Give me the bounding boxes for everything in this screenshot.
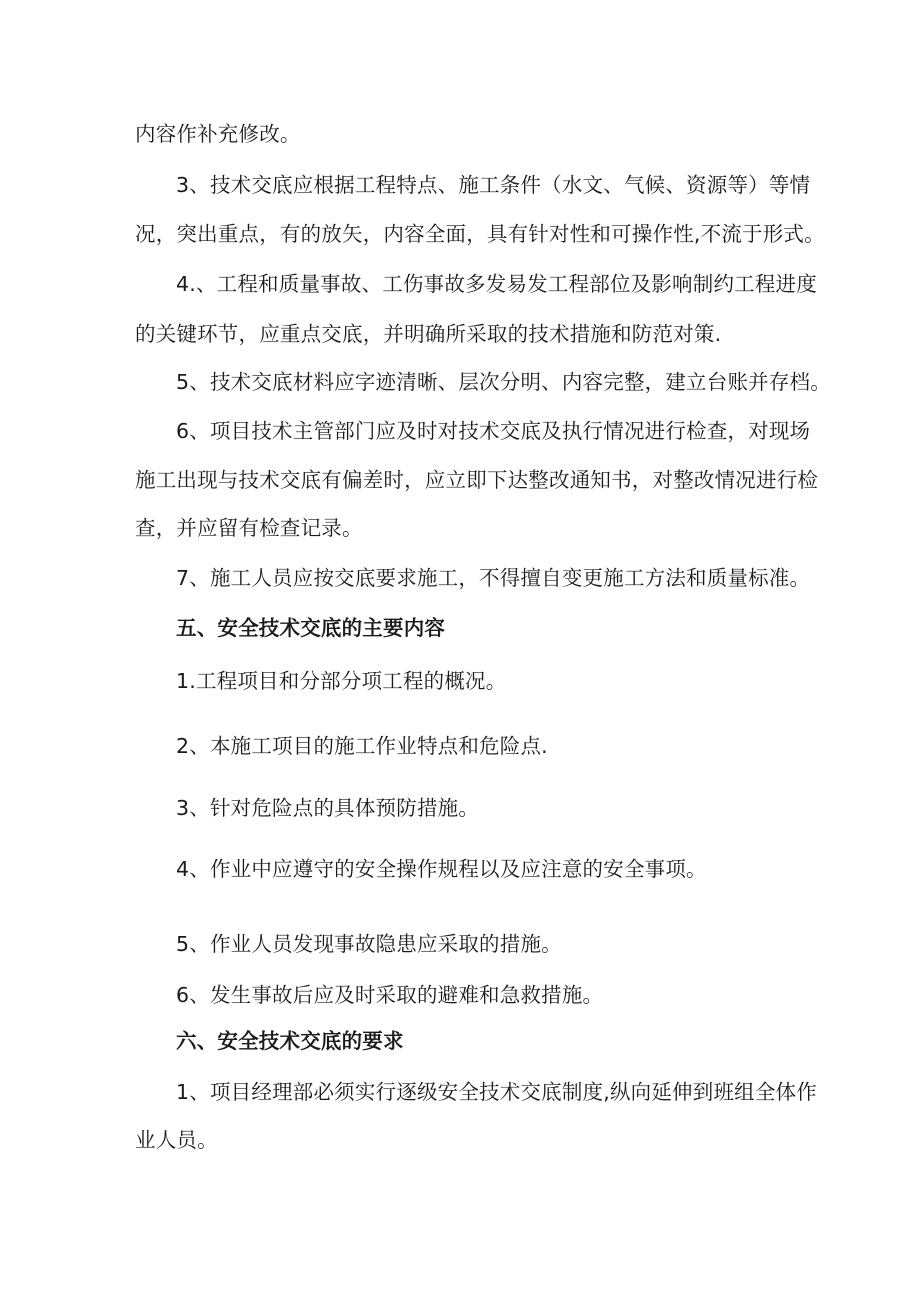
text-line: 5、作业人员发现事故隐患应采取的措施。	[176, 932, 562, 956]
text-line: 业人员。	[135, 1128, 218, 1152]
text-line: 7、施工人员应按交底要求施工，不得擅自变更施工方法和质量标准。	[176, 566, 811, 590]
section-heading: 六、安全技术交底的要求	[176, 1029, 404, 1053]
text-line: 的关键环节，应重点交底，并明确所采取的技术措施和防范对策.	[135, 322, 722, 346]
text-line: 6、发生事故后应及时采取的避难和急救措施。	[176, 983, 604, 1007]
text-line: 内容作补充修改。	[135, 122, 301, 146]
section-heading: 五、安全技术交底的主要内容	[176, 616, 446, 640]
text-line: 2、本施工项目的施工作业特点和危险点.	[176, 734, 548, 758]
text-line: 施工出现与技术交底有偏差时，应立即下达整改通知书，对整改情况进行检	[135, 468, 819, 492]
text-line: 6、项目技术主管部门应及时对技术交底及执行情况进行检查，对现场	[176, 419, 811, 443]
text-line: 1、项目经理部必须实行逐级安全技术交底制度,纵向延伸到班组全体作	[176, 1080, 817, 1104]
text-line: 3、技术交底应根据工程特点、施工条件（水文、气候、资源等）等情	[176, 173, 811, 197]
text-line: 1.工程项目和分部分项工程的概况。	[176, 669, 507, 693]
text-line: 5、技术交底材料应字迹清晰、层次分明、内容完整，建立台账并存档。	[176, 370, 831, 394]
text-line: 3、针对危险点的具体预防措施。	[176, 796, 480, 820]
text-line: 4、作业中应遵守的安全操作规程以及应注意的安全事项。	[176, 857, 707, 881]
text-line: 查，并应留有检查记录。	[135, 516, 363, 540]
text-line: 况，突出重点，有的放矢，内容全面，具有针对性和可操作性,不流于形式。	[135, 222, 825, 246]
text-line: 4.、工程和质量事故、工伤事故多发易发工程部位及影响制约工程进度	[176, 272, 817, 296]
